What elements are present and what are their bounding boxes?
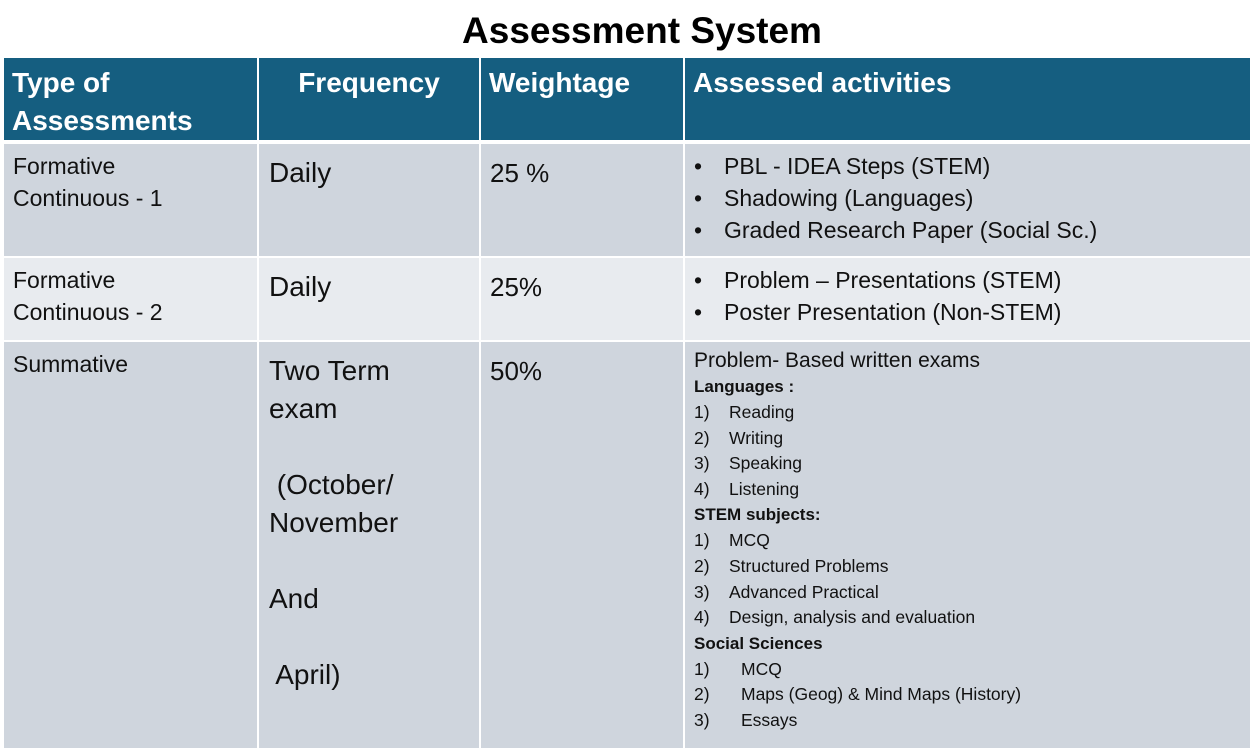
list-item: 2) Writing bbox=[694, 427, 784, 448]
activities-cell bbox=[684, 341, 1250, 748]
list-item: 3) Advanced Practical bbox=[694, 581, 879, 602]
frequency-line: And bbox=[269, 583, 319, 614]
list-item: • Poster Presentation (Non-STEM) bbox=[694, 296, 1242, 328]
list-item: 3) Speaking bbox=[694, 453, 802, 474]
group-heading-languages: Languages : bbox=[694, 377, 795, 396]
weightage-cell: 25% bbox=[480, 257, 684, 341]
weightage-cell: 50% bbox=[480, 341, 684, 748]
type-line: Continuous - 1 bbox=[13, 185, 163, 211]
frequency-line bbox=[269, 618, 469, 656]
activity-list bbox=[694, 264, 1242, 328]
table-row bbox=[4, 142, 1250, 257]
frequency-cell: Daily bbox=[258, 142, 480, 257]
list-item: 1) Reading bbox=[694, 402, 795, 422]
list-item: 4) Listening bbox=[694, 478, 800, 499]
table-header-row bbox=[4, 58, 1250, 142]
list-item: • Graded Research Paper (Social Sc.) bbox=[694, 214, 1242, 246]
list-item: 3) Essays bbox=[694, 709, 798, 730]
list-item: 1) MCQ bbox=[694, 658, 782, 679]
frequency-line: (October/ bbox=[269, 469, 394, 500]
weightage-cell: 25 % bbox=[480, 142, 684, 257]
assessment-table bbox=[4, 58, 1250, 748]
type-line: Formative bbox=[13, 267, 116, 293]
header-frequency: Frequency bbox=[258, 58, 480, 142]
list-item: 2) Structured Problems bbox=[694, 555, 889, 576]
frequency-line: April) bbox=[269, 659, 341, 690]
frequency-line: Two Term bbox=[269, 355, 390, 386]
frequency-cell: Daily bbox=[258, 257, 480, 341]
group-heading-social-sciences: Social Sciences bbox=[694, 633, 823, 653]
type-line: Continuous - 2 bbox=[13, 299, 163, 325]
list-item: 4) Design, analysis and evaluation bbox=[694, 607, 976, 628]
table-row bbox=[4, 341, 1250, 748]
type-cell: Summative bbox=[4, 341, 258, 748]
frequency-line: November bbox=[269, 507, 399, 538]
type-cell bbox=[4, 257, 258, 341]
list-item: 1) MCQ bbox=[694, 530, 770, 551]
frequency-cell bbox=[258, 341, 480, 748]
frequency-line bbox=[269, 542, 469, 580]
list-item: • Shadowing (Languages) bbox=[694, 182, 1242, 214]
social-sciences-list bbox=[694, 657, 1242, 734]
header-type: Type of Assessments bbox=[4, 58, 258, 142]
activities-cell bbox=[684, 257, 1250, 341]
group-heading-stem: STEM subjects: bbox=[694, 505, 821, 525]
list-item: 2) Maps (Geog) & Mind Maps (History) bbox=[694, 684, 1022, 705]
type-line: Formative bbox=[13, 153, 116, 179]
frequency-line bbox=[269, 428, 469, 466]
type-cell bbox=[4, 142, 258, 257]
header-activities: Assessed activities bbox=[684, 58, 1250, 142]
page-title: Assessment System bbox=[462, 10, 822, 51]
activity-list bbox=[694, 150, 1242, 246]
activities-cell bbox=[684, 142, 1250, 257]
list-item: • Problem – Presentations (STEM) bbox=[694, 264, 1242, 296]
frequency-line: exam bbox=[269, 393, 338, 424]
table-row bbox=[4, 257, 1250, 341]
stem-list bbox=[694, 528, 1242, 630]
list-item: • PBL - IDEA Steps (STEM) bbox=[694, 150, 1242, 182]
header-weightage: Weightage bbox=[480, 58, 684, 142]
languages-list bbox=[694, 400, 1242, 502]
summative-intro: Problem- Based written exams bbox=[694, 349, 980, 372]
